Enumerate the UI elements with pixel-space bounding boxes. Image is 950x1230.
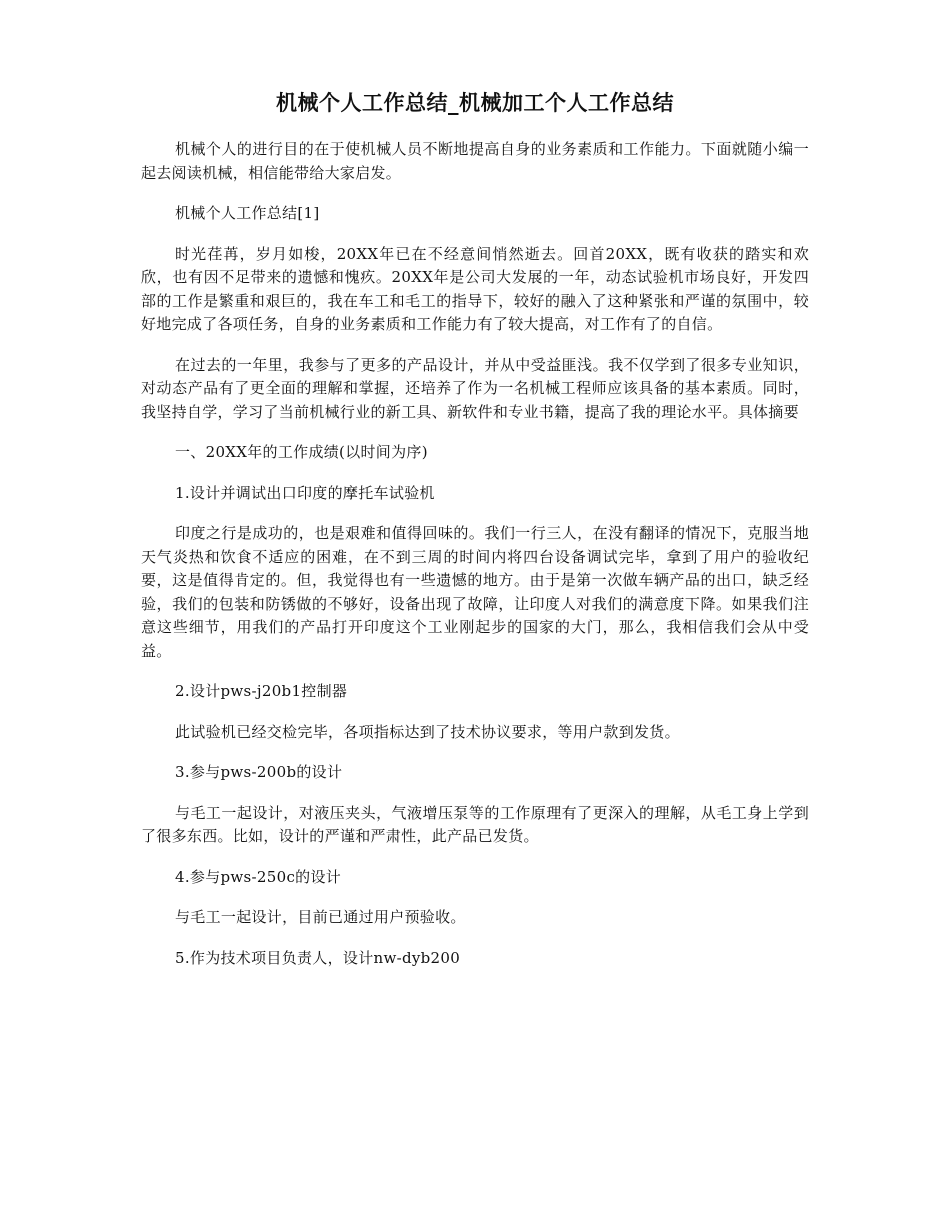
intro-paragraph: 机械个人的进行目的在于使机械人员不断地提高自身的业务素质和工作能力。下面就随小编一起去阅读机械，相信能带给大家启发。 [141, 140, 809, 182]
body-paragraph: 时光荏苒，岁月如梭，20XX年已在不经意间悄然逝去。回首20XX，既有收获的踏实和欢欣，也有因不足带来的遗憾和愧疚。20XX年是公司大发展的一年，动态试验机市场良好，开发四部的工作是繁重和艰巨的，我在车工和毛工的指导下，较好的融入了这种紧张和严谨的氛围中，较好地完成了各项任务，自身的业务素质和工作能力有了较大提高，对工作有了的自信。 [141, 244, 809, 333]
body-paragraph: 印度之行是成功的，也是艰难和值得回味的。我们一行三人，在没有翻译的情况下，克服当地天气炎热和饮食不适应的困难，在不到三周的时间内将四台设备调试完毕，拿到了用户的验收纪要，这是值得肯定的。但，我觉得也有一些遗憾的地方。由于是第一次做车辆产品的出口，缺乏经验，我们的包装和防锈做的不够好，设备出现了故障，让印度人对我们的满意度下降。如果我们注意这些细节，用我们的产品打开印度这个工业刚起步的国家的大门，那么，我相信我们会从中受益。 [141, 524, 809, 660]
section-heading: 机械个人工作总结[1] [175, 204, 320, 222]
list-item-heading: 3.参与pws-200b的设计 [175, 763, 343, 781]
document-title: 机械个人工作总结_机械加工个人工作总结 [276, 91, 674, 115]
body-paragraph: 与毛工一起设计，对液压夹头，气液增压泵等的工作原理有了更深入的理解，从毛工身上学到了很多东西。比如，设计的严谨和严肃性，此产品已发货。 [141, 803, 809, 845]
body-paragraph: 与毛工一起设计，目前已通过用户预验收。 [175, 908, 466, 926]
body-paragraph: 此试验机已经交检完毕，各项指标达到了技术协议要求，等用户款到发货。 [175, 722, 680, 741]
list-item-heading: 1.设计并调试出口印度的摩托车试验机 [175, 483, 435, 502]
subsection-heading: 一、20XX年的工作成绩(以时间为序) [175, 443, 428, 461]
body-paragraph: 在过去的一年里，我参与了更多的产品设计，并从中受益匪浅。我不仅学到了很多专业知识，对动态产品有了更全面的理解和掌握，还培养了作为一名机械工程师应该具备的基本素质。同时，我坚持自学，学习了当前机械行业的新工具、新软件和专业书籍，提高了我的理论水平。具体摘要 [141, 355, 809, 421]
list-item-heading: 4.参与pws-250c的设计 [175, 867, 342, 886]
list-item-heading: 5.作为技术项目负责人，设计nw-dyb200 [175, 948, 461, 967]
list-item-heading: 2.设计pws-j20b1控制器 [175, 682, 348, 700]
document-page [141, 88, 809, 987]
